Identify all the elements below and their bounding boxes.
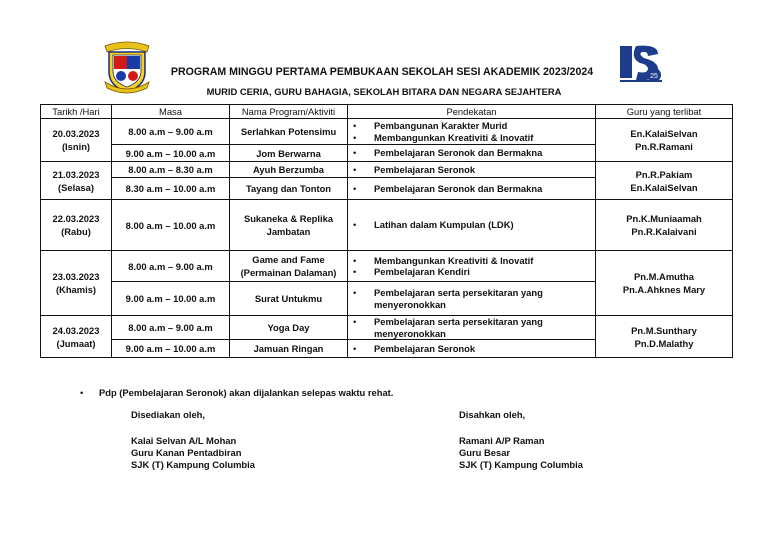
approach-list [350, 287, 593, 310]
approach-list [350, 255, 593, 278]
day-text: (Isnin) [61, 141, 91, 152]
signature-name: Kalai Selvan A/L Mohan [131, 435, 237, 446]
schedule-table [40, 104, 733, 358]
program-cell [230, 282, 348, 316]
teacher-name: Pn.A.Ahknes Mary [622, 284, 706, 295]
time-cell: 9.00 a.m – 10.00 a.m [112, 340, 230, 358]
program-cell [230, 340, 348, 358]
approach-item: • Pembelajaran Seronok dan Bermakna [350, 147, 593, 159]
column-header-time: Masa [112, 105, 230, 119]
signature-approved-by [459, 409, 583, 471]
approach-item: • Pembelajaran serta persekitaran yang menyeronokkan [350, 316, 593, 339]
approach-list [350, 120, 593, 143]
teachers-cell [596, 200, 733, 251]
signature-name: Ramani A/P Raman [459, 435, 545, 446]
approach-item: • Latihan dalam Kumpulan (LDK) [350, 219, 593, 231]
time-cell: 9.00 a.m – 10.00 a.m [112, 145, 230, 162]
program-line: Jambatan [266, 226, 311, 237]
column-header-teachers: Guru yang terlibat [596, 105, 733, 119]
approach-list [350, 316, 593, 339]
signature-school: SJK (T) Kampung Columbia [131, 459, 255, 470]
date-text: 23.03.2023 [52, 271, 100, 282]
teachers-cell [596, 162, 733, 200]
approach-item: • Membangunkan Kreativiti & Inovatif [350, 255, 593, 267]
program-cell [230, 316, 348, 340]
teacher-name: Pn.R.Pakiam [635, 168, 693, 180]
program-line: Serlahkan Potensimu [240, 126, 337, 137]
approach-item: • Pembelajaran Kendiri [350, 266, 593, 278]
table-row [41, 200, 733, 251]
approach-list [350, 219, 593, 231]
program-line: (Permainan Dalaman) [240, 267, 337, 278]
date-text: 21.03.2023 [52, 168, 100, 180]
note-text: Pdp (Pembelajaran Seronok) akan dijalankan selepas waktu rehat. [99, 387, 394, 398]
approach-cell [348, 340, 596, 358]
time-cell: 8.00 a.m – 9.00 a.m [112, 119, 230, 145]
signature-prepared-by [131, 409, 255, 471]
time-cell: 8.00 a.m – 9.00 a.m [112, 316, 230, 340]
table-header-row [41, 105, 733, 119]
approach-list [350, 183, 593, 195]
time-cell: 9.00 a.m – 10.00 a.m [112, 282, 230, 316]
teacher-name: En.KalaiSelvan [630, 128, 698, 139]
approach-cell [348, 145, 596, 162]
signature-label: Disahkan oleh, [459, 409, 526, 420]
teachers-cell [596, 316, 733, 358]
program-cell [230, 162, 348, 178]
date-cell [41, 251, 112, 316]
signature-label: Disediakan oleh, [131, 409, 205, 420]
column-header-program: Nama Program/Aktiviti [230, 105, 348, 119]
page-title: PROGRAM MINGGU PERTAMA PEMBUKAAN SEKOLAH SESI AKADEMIK 2023/2024 [170, 66, 594, 78]
approach-item: • Pembelajaran Seronok [350, 164, 593, 176]
approach-list [350, 147, 593, 159]
svg-text:25: 25 [650, 73, 658, 80]
page-subtitle: MURID CERIA, GURU BAHAGIA, SEKOLAH BITARA DAN NEGARA SEJAHTERA [206, 86, 562, 97]
approach-cell [348, 200, 596, 251]
program-cell [230, 200, 348, 251]
teacher-name: Pn.R.Ramani [635, 141, 693, 152]
date-cell [41, 200, 112, 251]
program-line: Surat Untukmu [254, 293, 323, 304]
column-header-date: Tarikh /Hari [41, 105, 112, 119]
teacher-name: Pn.D.Malathy [634, 337, 694, 349]
program-line: Ayuh Berzumba [252, 164, 325, 175]
teachers-cell [596, 119, 733, 162]
bullet-icon: • [80, 387, 84, 398]
teacher-name: En.KalaiSelvan [630, 181, 698, 193]
approach-cell [348, 178, 596, 200]
date-cell [41, 119, 112, 162]
column-header-approach: Pendekatan [348, 105, 596, 119]
day-text: (Rabu) [61, 226, 91, 237]
signature-role: Guru Kanan Pentadbiran [131, 447, 242, 458]
approach-list [350, 164, 593, 176]
approach-item: • Membangunkan Kreativiti & Inovatif [350, 132, 593, 144]
signature-role: Guru Besar [459, 447, 511, 458]
program-line: Jom Berwarna [256, 147, 321, 159]
time-cell: 8.30 a.m – 10.00 a.m [112, 178, 230, 200]
approach-item: • Pembangunan Karakter Murid [350, 120, 593, 132]
note [80, 387, 393, 398]
date-cell [41, 162, 112, 200]
teachers-cell [596, 251, 733, 316]
time-cell: 8.00 a.m – 8.30 a.m [112, 162, 230, 178]
teacher-name: Pn.M.Amutha [634, 271, 694, 282]
approach-cell [348, 162, 596, 178]
approach-cell [348, 316, 596, 340]
program-cell [230, 145, 348, 162]
program-line: Yoga Day [267, 322, 310, 333]
approach-cell [348, 251, 596, 282]
time-cell: 8.00 a.m – 10.00 a.m [112, 200, 230, 251]
program-line: Tayang dan Tonton [245, 183, 332, 194]
program-cell [230, 119, 348, 145]
program-cell [230, 178, 348, 200]
program-line: Sukaneka & Replika [243, 213, 334, 224]
approach-item: • Pembelajaran Seronok dan Bermakna [350, 183, 593, 195]
day-text: (Selasa) [58, 181, 94, 193]
program-line: Jamuan Ringan [253, 343, 324, 354]
program-cell [230, 251, 348, 282]
signature-school: SJK (T) Kampung Columbia [459, 459, 583, 470]
date-cell [41, 316, 112, 358]
anniversary-logo [618, 44, 664, 84]
date-text: 24.03.2023 [52, 324, 100, 336]
table-row [41, 119, 733, 145]
teacher-name: Pn.K.Muniaamah [626, 213, 702, 224]
approach-item: • Pembelajaran serta persekitaran yang menyeronokkan [350, 287, 593, 310]
teacher-name: Pn.R.Kalaivani [631, 226, 697, 237]
date-text: 22.03.2023 [52, 213, 100, 224]
table-row [41, 251, 733, 282]
time-cell: 8.00 a.m – 9.00 a.m [112, 251, 230, 282]
date-text: 20.03.2023 [52, 128, 100, 139]
table-row [41, 316, 733, 340]
day-text: (Jumaat) [56, 337, 96, 349]
table-row [41, 162, 733, 178]
approach-cell [348, 282, 596, 316]
approach-item: • Pembelajaran Seronok [350, 343, 593, 355]
approach-cell [348, 119, 596, 145]
teacher-name: Pn.M.Sunthary [631, 324, 697, 336]
day-text: (Khamis) [55, 284, 97, 295]
program-line: Game and Fame [252, 254, 325, 265]
approach-list [350, 343, 593, 355]
